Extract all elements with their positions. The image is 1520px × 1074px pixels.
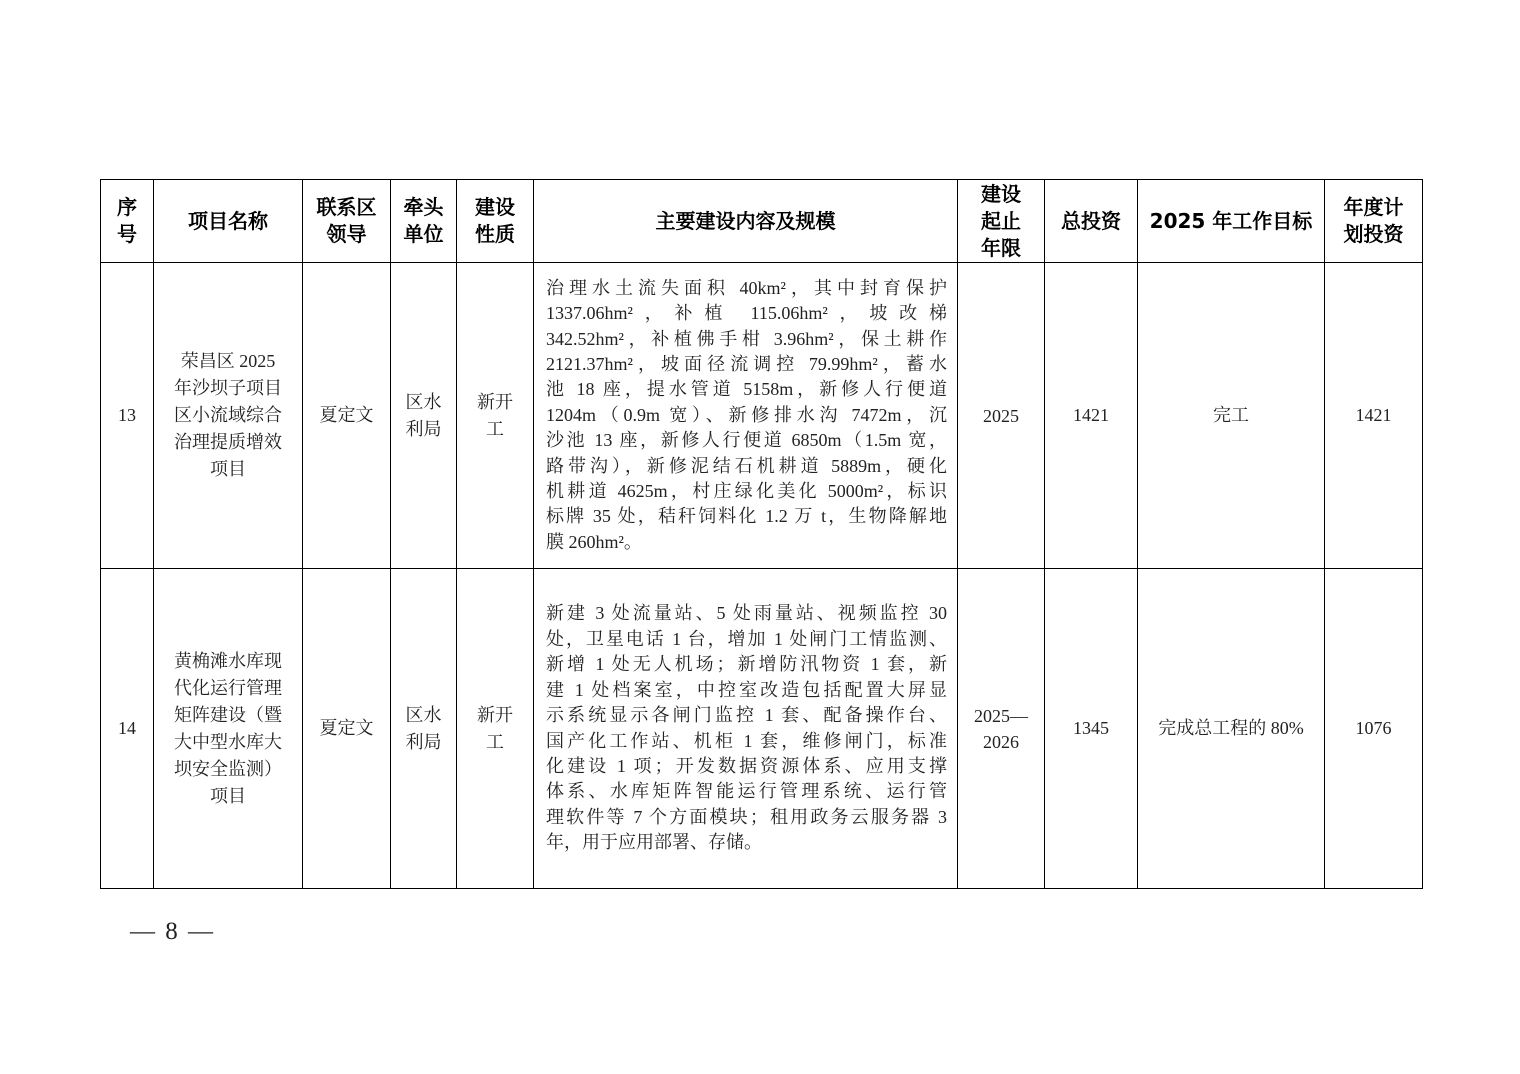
cell-project-name [154, 569, 303, 889]
cell-text-line: 14 [118, 718, 136, 738]
header-lead-unit [391, 180, 457, 263]
cell-text-line: 完成总工程的 80% [1158, 718, 1304, 738]
cell-text-line: 处，卫星电话 1 台，增加 1 处闸门工情监测、 [546, 628, 947, 649]
header-text-line: 年限 [981, 235, 1021, 260]
header-text-line: 牵头 [403, 195, 444, 219]
cell-lead-unit [391, 263, 457, 569]
cell-text-line: 黄桷滩水库现 [174, 650, 282, 671]
cell-text-line: 1076 [1355, 718, 1392, 738]
cell-text-line: 膜 260hm²。 [546, 531, 642, 552]
cell-text-line: 代化运行管理 [174, 677, 282, 698]
cell-text-line: 342.52hm²，补植佛手柑 3.96hm²，保土耕作 [546, 328, 947, 349]
header-text-line: 划投资 [1343, 222, 1404, 246]
header-text-line: 年度计 [1343, 195, 1404, 219]
cell-text-line: 2121.37hm²，坡面径流调控 79.99hm²，蓄水 [546, 353, 947, 374]
cell-annual-investment [1325, 263, 1423, 569]
cell-text-line: 利局 [405, 418, 442, 439]
header-text-line: 联系区 [316, 195, 377, 219]
cell-goal [1138, 569, 1325, 889]
cell-text-line: 区小流域综合 [174, 405, 282, 425]
cell-text-line: 区水 [405, 704, 442, 725]
cell-text-line: 项目 [210, 785, 246, 806]
cell-nature [457, 569, 534, 889]
cell-text-line: 建 1 处档案室，中控室改造包括配置大屏显 [546, 679, 947, 700]
header-text-line: 单位 [403, 222, 444, 246]
cell-text-line: 2025 [983, 405, 1019, 426]
cell-text-line: 年，用于应用部署、存储。 [546, 832, 762, 853]
cell-text-line: 夏定文 [319, 405, 374, 425]
cell-period [958, 569, 1045, 889]
header-text-line: 总投资 [1061, 208, 1121, 233]
cell-lead-unit [391, 569, 457, 889]
cell-content [534, 569, 958, 889]
cell-text-line: 1421 [1073, 405, 1109, 425]
header-index [101, 180, 154, 263]
cell-text-line: 荣昌区 2025 [180, 351, 276, 371]
cell-text-line: 新开 [477, 391, 513, 412]
header-text-line: 起止 [981, 208, 1021, 233]
cell-index [101, 263, 154, 569]
cell-leader [303, 569, 391, 889]
cell-text-line: 沙池 13 座，新修人行便道 6850m（1.5m 宽， [546, 430, 947, 451]
cell-text-line: 新建 3 处流量站、5 处雨量站、视频监控 30 [546, 603, 947, 624]
header-text-line: 建设 [475, 195, 515, 219]
cell-annual-investment [1325, 569, 1423, 889]
header-goal [1138, 180, 1325, 263]
cell-period [958, 263, 1045, 569]
header-annual-investment [1325, 180, 1423, 263]
cell-text-line: 完工 [1213, 405, 1249, 425]
header-project-name [154, 180, 303, 263]
table-row [101, 569, 1423, 889]
header-text-line: 2025 年工作目标 [1149, 208, 1313, 233]
header-text-line: 序 [117, 195, 137, 219]
cell-text-line: 1204m（0.9m 宽）、新修排水沟 7472m，沉 [546, 404, 947, 425]
header-text-line: 建设 [981, 181, 1021, 206]
page-number: — 8 — [130, 918, 215, 945]
cell-text-line: 治理水土流失面积 40km²，其中封育保护 [546, 277, 947, 298]
cell-text-line: 体系、水库矩阵智能运行管理系统、运行管 [546, 781, 947, 802]
table-header-row [101, 180, 1423, 263]
cell-text-line: 国产化工作站、机柜 1 套，维修闸门，标准 [546, 730, 947, 751]
header-text-line: 项目名称 [188, 208, 268, 233]
cell-text-line: 13 [118, 405, 136, 425]
cell-text-line: 1345 [1073, 718, 1109, 738]
cell-text-line: 池 18 座，提水管道 5158m，新修人行便道 [546, 379, 947, 400]
cell-text-line: 区水 [405, 391, 442, 412]
cell-text-line: 理软件等 7 个方面模块；租用政务云服务器 3 [546, 806, 947, 827]
cell-leader [303, 263, 391, 569]
cell-text-line: 1421 [1355, 405, 1392, 425]
header-text-line: 领导 [326, 222, 367, 246]
header-text-line: 性质 [475, 222, 515, 246]
cell-text-line: 标牌 35 处，秸秆饲料化 1.2 万 t，生物降解地 [546, 506, 947, 527]
cell-text-line: 新增 1 处无人机场；新增防汛物资 1 套，新 [546, 654, 947, 675]
cell-text-line: 机耕道 4625m，村庄绿化美化 5000m²，标识 [546, 481, 947, 502]
cell-text-line: 2025— [974, 705, 1028, 726]
header-nature [457, 180, 534, 263]
cell-text-line: 示系统显示各闸门监控 1 套、配备操作台、 [546, 705, 947, 726]
header-leader [303, 180, 391, 263]
cell-text-line: 化建设 1 项；开发数据资源体系、应用支撑 [546, 755, 947, 776]
header-content [534, 180, 958, 263]
cell-text-line: 项目 [210, 459, 246, 479]
cell-text-line: 新开 [477, 704, 513, 725]
cell-text-line: 1337.06hm²，补植 115.06hm²，坡改梯 [546, 303, 947, 324]
cell-text-line: 治理提质增效 [174, 432, 282, 452]
cell-text-line: 坝安全监测） [174, 758, 282, 779]
cell-total-investment [1045, 263, 1138, 569]
cell-total-investment [1045, 569, 1138, 889]
header-text-line: 主要建设内容及规模 [655, 208, 836, 233]
project-table [100, 179, 1423, 889]
header-text-line: 号 [117, 222, 137, 246]
cell-text-line: 矩阵建设（暨 [174, 704, 282, 725]
table-row [101, 263, 1423, 569]
cell-text-line: 工 [486, 418, 504, 439]
cell-text-line: 夏定文 [319, 718, 374, 738]
cell-text-line: 年沙坝子项目 [174, 378, 282, 398]
cell-goal [1138, 263, 1325, 569]
cell-index [101, 569, 154, 889]
cell-text-line: 利局 [405, 731, 442, 752]
cell-text-line: 路带沟），新修泥结石机耕道 5889m，硬化 [546, 455, 947, 476]
header-total-investment [1045, 180, 1138, 263]
header-period [958, 180, 1045, 263]
cell-nature [457, 263, 534, 569]
cell-project-name [154, 263, 303, 569]
cell-text-line: 工 [486, 731, 504, 752]
cell-content [534, 263, 958, 569]
cell-text-line: 2026 [983, 731, 1019, 752]
cell-text-line: 大中型水库大 [174, 731, 282, 752]
